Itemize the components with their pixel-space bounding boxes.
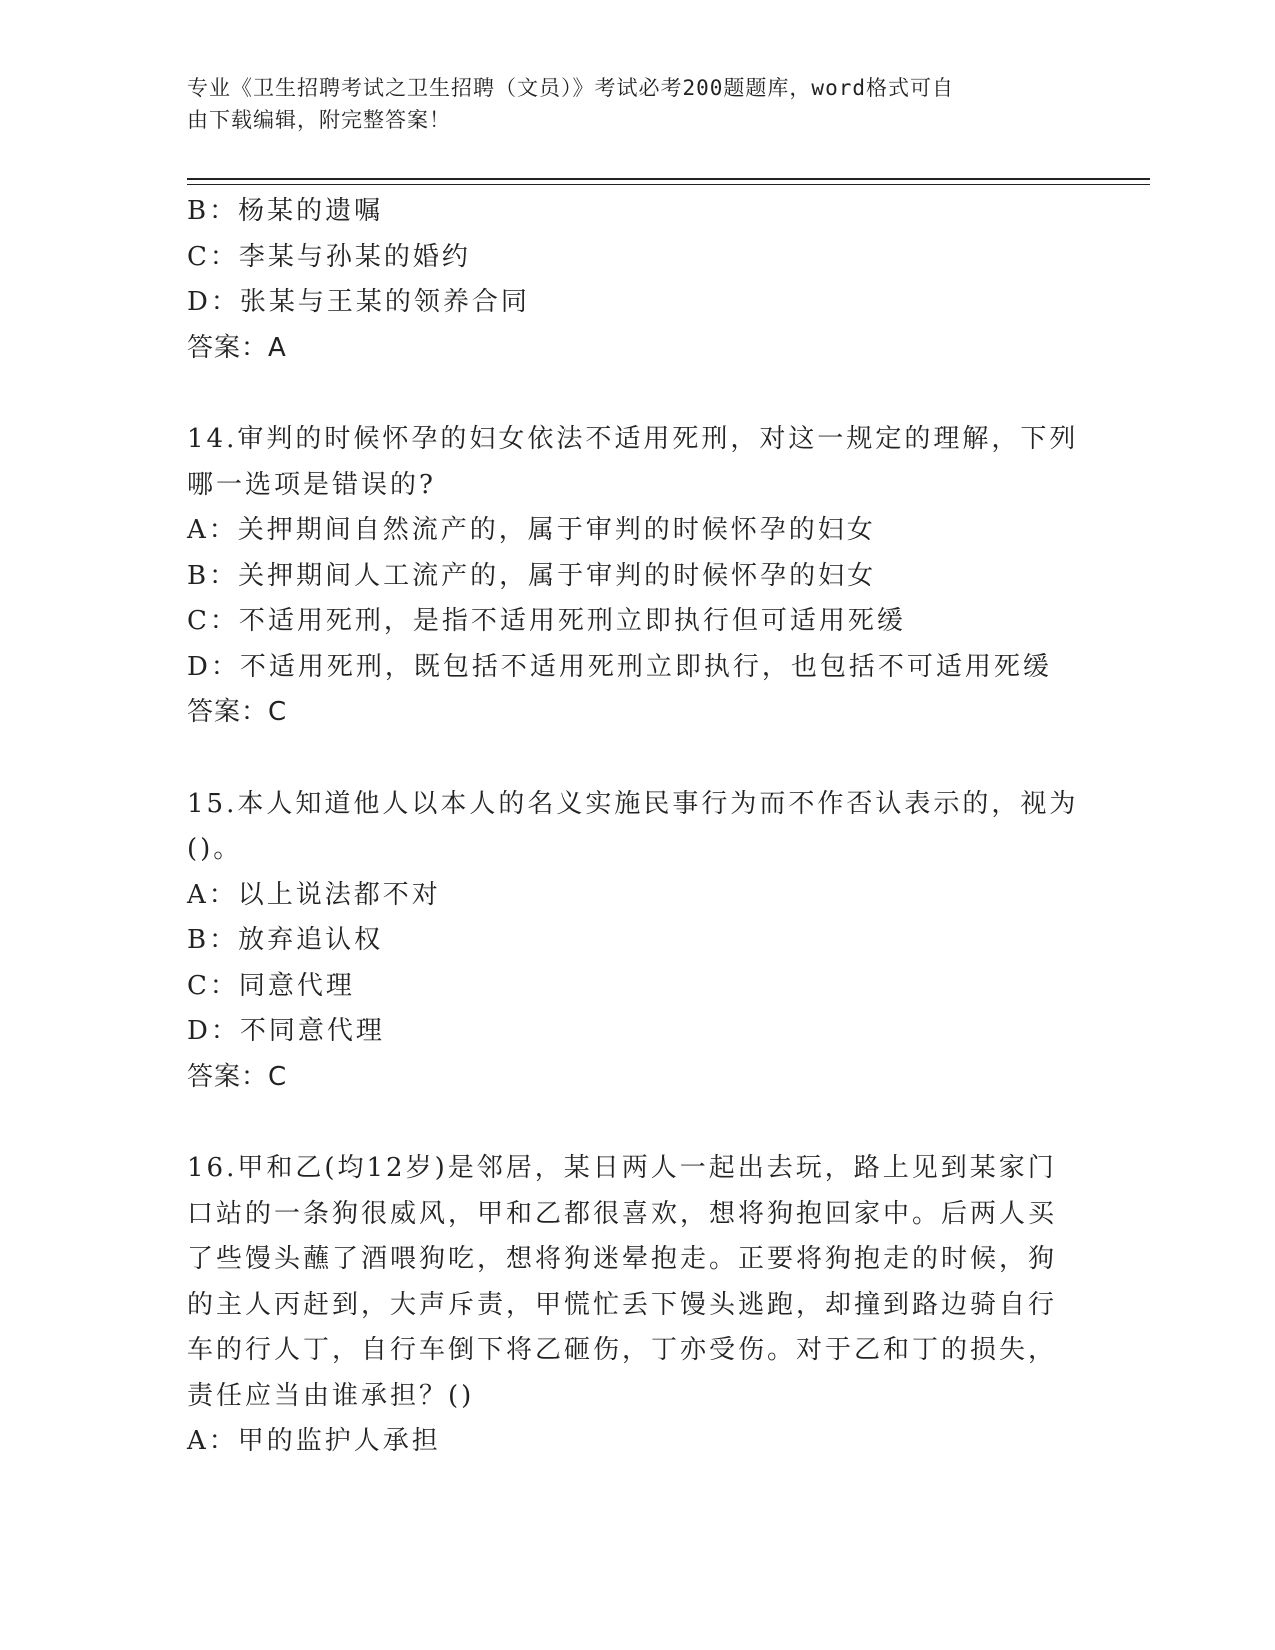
- header-line-2: 由下载编辑，附完整答案！: [187, 108, 451, 132]
- question-text-line: 的主人丙赶到，大声斥责，甲慌忙丢下馒头逃跑，却撞到路边骑自行: [187, 1289, 1058, 1320]
- question-text-line: 责任应当由谁承担？(): [187, 1380, 475, 1411]
- question-15: [187, 782, 1087, 1101]
- question-text-line: 车的行人丁，自行车倒下将乙砸伤，丁亦受伤。对于乙和丁的损失，: [187, 1335, 1058, 1365]
- question-text-line: 口站的一条狗很威风，甲和乙都很喜欢，想将狗抱回家中。后两人买: [187, 1198, 1058, 1229]
- option-c: C：不适用死刑，是指不适用死刑立即执行但可适用死缓: [187, 606, 906, 636]
- header-rule-thin: [187, 184, 1150, 185]
- document-header: [187, 72, 1067, 136]
- option-c: C：李某与孙某的婚约: [187, 241, 471, 272]
- question-text-line: 了些馒头蘸了酒喂狗吃，想将狗迷晕抱走。正要将狗抱走的时候，狗: [187, 1244, 1058, 1274]
- question-16: [187, 1146, 1087, 1465]
- spacer: [187, 736, 1087, 782]
- option-d: D：不适用死刑，既包括不适用死刑立即执行，也包括不可适用死缓: [187, 651, 1052, 682]
- question-13: [187, 189, 1087, 371]
- spacer: [187, 1100, 1087, 1146]
- answer: 答案：A: [187, 332, 287, 363]
- answer: 答案：C: [187, 697, 288, 727]
- answer: 答案：C: [187, 1061, 288, 1092]
- question-text-line: 14.审判的时候怀孕的妇女依法不适用死刑，对这一规定的理解，下列: [187, 424, 1079, 454]
- document-body: [187, 189, 1087, 1465]
- option-d: D：张某与王某的领养合同: [187, 287, 530, 317]
- spacer: [187, 371, 1087, 417]
- question-text-line: 16.甲和乙(均12岁)是邻居，某日两人一起出去玩，路上见到某家门: [187, 1153, 1057, 1183]
- option-c: C：同意代理: [187, 970, 355, 1001]
- option-b: B：放弃追认权: [187, 925, 384, 955]
- header-rule-thick: [187, 178, 1150, 180]
- question-text-line: 15.本人知道他人以本人的名义实施民事行为而不作否认表示的，视为: [187, 788, 1079, 819]
- question-text-line: 哪一选项是错误的?: [187, 469, 436, 500]
- question-14: [187, 417, 1087, 736]
- option-a: A：关押期间自然流产的，属于审判的时候怀孕的妇女: [187, 515, 876, 545]
- option-d: D：不同意代理: [187, 1016, 385, 1046]
- option-a: A：甲的监护人承担: [187, 1426, 441, 1456]
- question-text-line: ()。: [187, 834, 243, 864]
- option-b: B：关押期间人工流产的，属于审判的时候怀孕的妇女: [187, 560, 877, 591]
- option-b: B：杨某的遗嘱: [187, 196, 384, 226]
- option-a: A：以上说法都不对: [187, 879, 441, 910]
- header-line-1: 专业《卫生招聘考试之卫生招聘（文员）》考试必考200题题库，word格式可自: [187, 76, 954, 100]
